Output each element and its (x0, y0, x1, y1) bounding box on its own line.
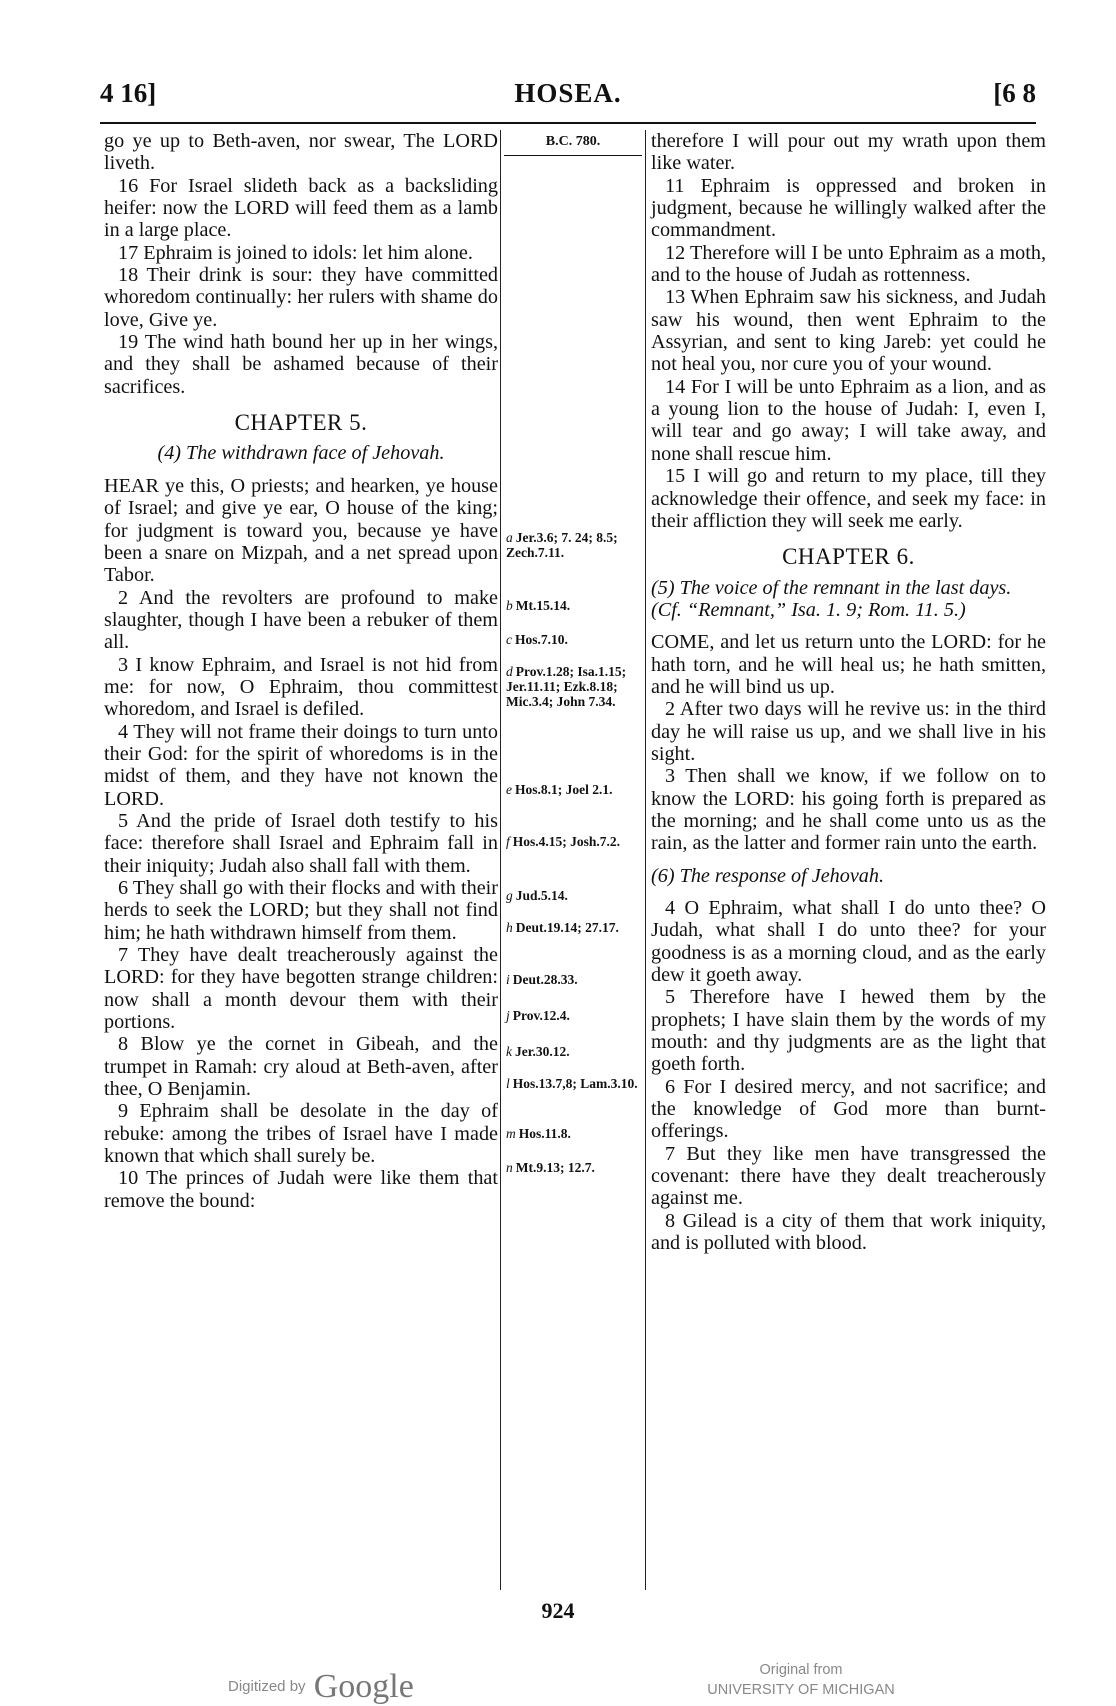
verse: 5 And the pride of Israel doth testify to his face: therefore shall Israel and Ephraim fall in their iniquity; Judah also shall fall with them. (104, 809, 498, 877)
left-column (104, 130, 498, 1212)
right-column (651, 130, 1046, 1255)
verse: 2 And the revolters are profound to make slaughter, though I have been a rebuker of them all. (104, 586, 498, 654)
cross-reference: l Hos.13.7,8; Lam.3.10. (506, 1076, 638, 1091)
verse: 4 O Ephraim, what shall I do unto thee? O Judah, what shall I do unto thee? for your goodness is as a morning cloud, and as the early dew it goeth away. (651, 897, 1046, 987)
chapter-heading: CHAPTER 5. (234, 410, 368, 436)
cross-reference: k Jer.30.12. (506, 1044, 570, 1059)
verse: 7 They have dealt treacherously against the LORD: for they have begotten strange children: now shall a month devour them with their portions. (104, 944, 498, 1034)
verse: 3 I know Ephraim, and Israel is not hid from me: for now, O Ephraim, thou committest whoredom, and Israel is defiled. (104, 653, 498, 721)
running-head (100, 78, 1036, 118)
header-right-ref: [6 8 (993, 78, 1036, 108)
cross-reference: g Jud.5.14. (506, 888, 568, 903)
digitized-label: Digitized by (228, 1678, 306, 1695)
cross-reference-column (504, 134, 642, 1175)
verse: 12 Therefore will I be unto Ephraim as a moth, and to the house of Judah as rottenness. (651, 241, 1046, 287)
verse: 6 For I desired mercy, and not sacrifice; and the knowledge of God more than burnt-offerings. (651, 1075, 1046, 1143)
verse: 11 Ephraim is oppressed and broken in judgment, because he willingly walked after the commandment. (651, 174, 1046, 242)
era-label: B.C. 780. (504, 134, 642, 156)
source-notice (676, 1660, 926, 1700)
cross-reference: e Hos.8.1; Joel 2.1. (506, 782, 613, 797)
section-heading: (5) The voice of the remnant in the last days. (Cf. “Remnant,” Isa. 1. 9; Rom. 11. 5.) (651, 576, 1012, 621)
verse: 9 Ephraim shall be desolate in the day of rebuke: among the tribes of Israel have I made known that which shall surely be. (104, 1100, 498, 1168)
cross-reference: j Prov.12.4. (506, 1008, 570, 1023)
cross-reference: f Hos.4.15; Josh.7.2. (506, 834, 621, 849)
section-heading: (6) The response of Jehovah. (651, 864, 885, 887)
verse: 3 Then shall we know, if we follow on to know the LORD: his going forth is prepared as the morning; and he shall come unto us as the rain, as the latter and former rain unto the earth. (651, 765, 1046, 855)
verse: 14 For I will be unto Ephraim as a lion, and as a young lion to the house of Judah: I, even I, will tear and go away; I will take away, and none shall rescue him. (651, 375, 1046, 465)
verse: 2 After two days will he revive us: in the third day he will raise us up, and we shall live in his sight. (651, 698, 1046, 765)
verse: 13 When Ephraim saw his sickness, and Judah saw his wound, then went Ephraim to the Assyrian, and sent to king Jareb: yet could he not heal you, nor cure you of your wound. (651, 286, 1046, 376)
chapter-heading: CHAPTER 6. (782, 544, 915, 570)
section-heading: (4) The withdrawn face of Jehovah. (157, 442, 445, 465)
verse: 6 They shall go with their flocks and with their herds to seek the LORD; but they shall not find him; he hath withdrawn himself from them. (104, 877, 498, 944)
verse: 8 Gilead is a city of them that work iniquity, and is polluted with blood. (651, 1209, 1046, 1255)
verse: therefore I will pour out my wrath upon them like water. (651, 130, 1046, 175)
verse: 18 Their drink is sour: they have committed whoredom continually: her rulers with shame do love, Give ye. (104, 264, 498, 331)
verse: 10 The princes of Judah were like them that remove the bound: (104, 1167, 498, 1212)
header-rule (100, 122, 1036, 124)
cross-reference: n Mt.9.13; 12.7. (506, 1160, 595, 1175)
column-divider-left (500, 130, 501, 1590)
cross-reference: i Deut.28.33. (506, 972, 578, 987)
page-number: 924 (541, 1598, 575, 1623)
cross-reference: b Mt.15.14. (506, 598, 571, 613)
verse: 15 I will go and return to my place, till they acknowledge their offence, and seek my face: in their affliction they will seek me early. (651, 465, 1046, 532)
book-title: HOSEA. (514, 78, 622, 108)
cross-reference: h Deut.19.14; 27.17. (506, 920, 619, 935)
verse: 7 But they like men have transgressed the covenant: there have they dealt treacherously against me. (651, 1142, 1046, 1210)
header-left-ref: 4 16] (100, 78, 157, 108)
verse-opening: COME, and let us return unto the LORD: for he hath torn, and he will heal us; he hath smitten, and he will bind us up. (651, 631, 1046, 698)
original-from-label: Original from (759, 1662, 843, 1678)
cross-reference: a Jer.3.6; 7. 24; 8.5; Zech.7.11. (506, 530, 618, 560)
verse: go ye up to Beth-aven, nor swear, The LORD liveth. (104, 130, 498, 175)
digitized-by-notice (228, 1668, 414, 1706)
verse: 4 They will not frame their doings to turn unto their God: for the spirit of whoredoms is in the midst of them, and they have not known the LORD. (104, 720, 498, 810)
verse: 16 For Israel slideth back as a backsliding heifer: now the LORD will feed them as a lamb in a large place. (104, 174, 498, 242)
column-divider-right (645, 130, 646, 1590)
verse: 8 Blow ye the cornet in Gibeah, and the trumpet in Ramah: cry aloud at Beth-aven, after thee, O Benjamin. (104, 1033, 498, 1101)
cross-reference: m Hos.11.8. (506, 1126, 571, 1141)
university-label: UNIVERSITY OF MICHIGAN (707, 1682, 895, 1698)
verse: 5 Therefore have I hewed them by the prophets; I have slain them by the words of my mouth: and thy judgments are as the light that goeth forth. (651, 986, 1046, 1076)
cross-reference: c Hos.7.10. (506, 632, 568, 647)
verse: 17 Ephraim is joined to idols: let him alone. (118, 241, 473, 264)
google-logo: Google (313, 1668, 414, 1705)
verse-opening: HEAR ye this, O priests; and hearken, ye house of Israel; and give ye ear, O house of the king; for judgment is toward you, because ye have been a snare on Mizpah, and a net spread upon Tabor. (104, 474, 498, 587)
verse: 19 The wind hath bound her up in her wings, and they shall be ashamed because of their sacrifices. (104, 331, 498, 398)
cross-reference: d Prov.1.28; Isa.1.15; Jer.11.11; Ezk.8.18; Mic.3.4; John 7.34. (506, 664, 627, 709)
